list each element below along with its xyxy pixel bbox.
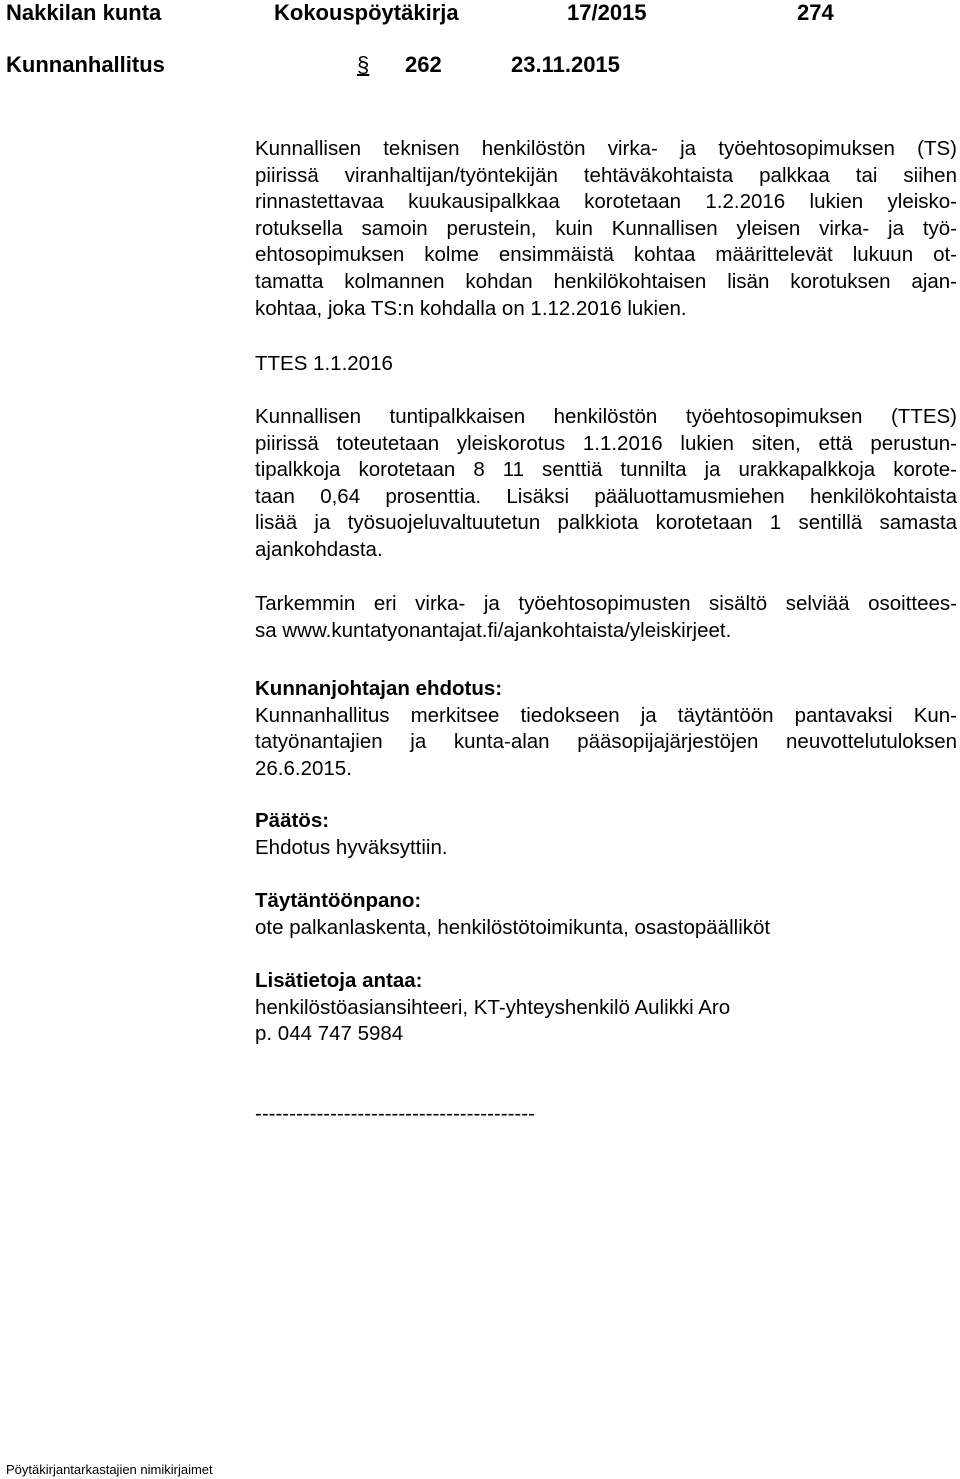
decision-heading: Päätös: (255, 809, 330, 832)
meeting-number: 17/2015 (567, 0, 647, 25)
execution-section (255, 888, 957, 941)
document-type: Kokouspöytäkirja (274, 0, 459, 25)
paragraph-line: tamatta kolmannen kohdan henkilökohtaisen lisän korotuksen ajan- (255, 269, 957, 293)
paragraph-ts (255, 136, 957, 322)
governing-body: Kunnanhallitus (6, 52, 165, 77)
execution-heading: Täytäntöönpano: (255, 889, 422, 912)
separator-line (255, 1101, 957, 1128)
info-section (255, 968, 957, 1048)
paragraph-line: taan 0,64 prosenttia. Lisäksi pääluottamusmiehen henkilökohtaista (255, 484, 957, 508)
municipality-name: Nakkilan kunta (6, 0, 162, 25)
proposal-section (255, 676, 957, 782)
ttes-heading-text: TTES 1.1.2016 (255, 352, 393, 375)
paragraph-line: tipalkkoja korotetaan 8 11 senttiä tunnilta ja urakkapalkkoja korote- (255, 458, 957, 482)
paragraph-line: Kunnallisen tuntipalkkaisen henkilöstön työehtosopimuksen (TTES) (255, 405, 957, 428)
meeting-date: 23.11.2015 (511, 52, 620, 77)
paragraph-line: rinnastettavaa kuukausipalkkaa korotetaan 1.2.2016 lukien yleisko- (255, 190, 957, 214)
paragraph-line: lisää ja työsuojeluvaltuutetun palkkiota korotetaan 1 sentillä samasta (255, 511, 957, 535)
proposal-line: 26.6.2015. (255, 756, 352, 780)
paragraph-line: piirissä toteutetaan yleiskorotus 1.1.2016 lukien siten, että perustun- (255, 431, 957, 455)
paragraph-line: ehtosopimuksen kolme ensimmäistä kohtaa määrittelevät lukuun ot- (255, 243, 957, 267)
paragraph-line: rotuksella samoin perustein, kuin Kunnallisen yleisen virka- ja työ- (255, 216, 957, 240)
paragraph-ttes (255, 404, 957, 564)
execution-text: ote palkanlaskenta, henkilöstötoimikunta, osastopäälliköt (255, 915, 771, 939)
info-line: henkilöstöasiansihteeri, KT-yhteyshenkilö Aulikki Aro (255, 995, 731, 1019)
paragraph-line: sa www.kuntatyonantajat.fi/ajankohtaista/yleiskirjeet. (255, 618, 732, 642)
proposal-line: Kunnanhallitus merkitsee tiedokseen ja täytäntöön pantavaksi Kun- (255, 703, 957, 727)
paragraph-line: piirissä viranhaltijan/työntekijän tehtäväkohtaista palkkaa tai siihen (255, 163, 957, 187)
section-mark: § (357, 52, 370, 77)
paragraph-line: ajankohdasta. (255, 537, 383, 561)
info-line: p. 044 747 5984 (255, 1022, 404, 1046)
section-number: 262 (405, 52, 442, 77)
paragraph-line: kohtaa, joka TS:n kohdalla on 1.12.2016 lukien. (255, 296, 687, 320)
page-number: 274 (797, 0, 834, 25)
decision-text: Ehdotus hyväksyttiin. (255, 835, 448, 859)
proposal-line: tatyönantajien ja kunta-alan pääsopijajärjestöjen neuvottelutuloksen (255, 730, 957, 754)
info-heading: Lisätietoja antaa: (255, 969, 423, 992)
proposal-heading: Kunnanjohtajan ehdotus: (255, 677, 503, 700)
separator-text: ----------------------------------------- (255, 1102, 535, 1125)
footer-initials-label: Pöytäkirjantarkastajien nimikirjaimet (6, 1462, 213, 1477)
decision-section (255, 808, 957, 861)
paragraph-line: Tarkemmin eri virka- ja työehtosopimusten sisältö selviää osoittees- (255, 592, 957, 615)
paragraph-details (255, 591, 957, 644)
paragraph-line: Kunnallisen teknisen henkilöstön virka- ja työehtosopimuksen (TS) (255, 137, 957, 160)
ttes-heading (255, 351, 957, 378)
